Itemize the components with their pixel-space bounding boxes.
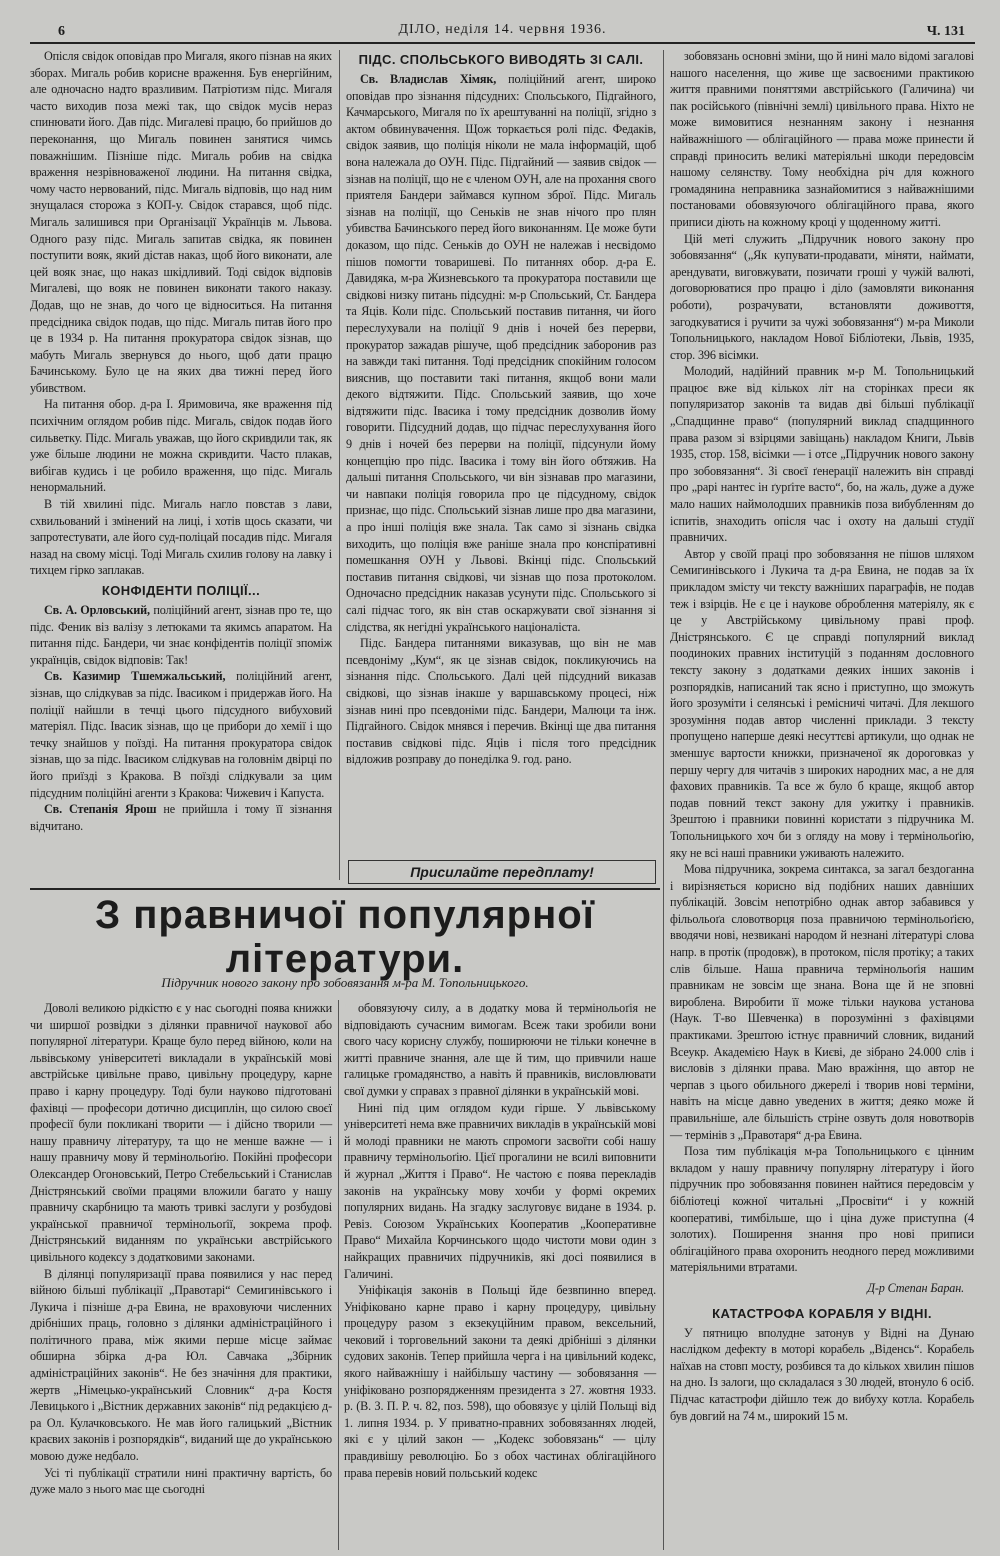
paragraph <box>670 546 974 861</box>
paragraph <box>670 231 974 364</box>
paragraph-text: На питання обор. д-ра І. Яримовича, яке враження під психічним оглядом робив підс. Мигаль, свідок подав його сильветку. Підс. Мигаль уважав, що його скривдили так, як уже більше людини не можна скривдити. Часто плакав, вибігав кудись і це робило враження, що підс. Мигаль ненормальний. <box>30 397 332 495</box>
author-signature: Д-р Степан Баран. <box>867 1280 964 1295</box>
paragraph-text: Нині під цим оглядом куди гірше. У львівському університеті нема вже правничих викладів в українській мові й молоді правники не мають спромоги засвоїти собі нашу правничу термінольоґію. Цієї прогалини не всилі виповнити й журнал „Життя і Право“. Не частою є поява перекладів законів на українську мову хочби у формі окремих популярних видань. На згадку заслуговує видане в 1934. р. Ревіз. Союзом Українських Кооператив „Кооперативне Право“ Михайла Корчинського щодо чистоти мови один з найкращих правничих підручників, які досі появилися в Галичині. <box>344 1100 656 1281</box>
paragraph-text: Усі ті публікації стратили нині практичну вартість, бо дуже мало з нього має ще сьогодні <box>30 1465 332 1497</box>
paragraph <box>670 363 974 546</box>
paragraph-text: Автор у своїй праці про зобовязання не пішов шляхом Семигинівського і Лукича та д-ра Евина, не подав за їх прикладом змісту чи тексту важніших параграфів, не подав теж і взірців. Не є це і наукове оброблення матеріялу, як є це у Австрійському цивільному праві проф. Дністрянського. Є це справді популярний виклад поодиноких правних інституцій з поданням дословного тексту закону з додатками деяких інших законів і розпорядків, написаний так ясно і приступно, що зможуть його зрозуміти і селянські і ремісничі читачі. Для лекшого зрозуміння подав автор численні приклади. З тексту пропущено наперше деякі несуттєві артикули, що однак не зменшує вартости книжки, призначеної як дороговказ у першу чергу для читачів з широких народних мас, а не для фахових правників. Та все ж було б краще, якщоб автор подав повний текст закону для ужитку і правників. Зрештою і правники повинні користати з підручника М. Топольницького хоч би з огляду на мову і термінольоґію, яку не всі наші правники уживають належито. <box>670 546 974 860</box>
page-header <box>30 22 975 42</box>
paragraph <box>30 1000 332 1266</box>
paragraph <box>344 1282 656 1481</box>
paragraph <box>30 602 332 668</box>
witness-name: Св. А. Орловський, <box>44 603 150 617</box>
paragraph <box>346 71 656 635</box>
section-rule <box>30 888 660 890</box>
headline-line: літератури. <box>225 937 465 981</box>
paragraph <box>344 1100 656 1283</box>
section-heading: КАТАСТРОФА КОРАБЛЯ У ВІДНІ. <box>712 1305 932 1321</box>
subscribe-banner: Присилайте передплату! <box>348 860 656 884</box>
paragraph <box>344 1000 656 1100</box>
issue-number: Ч. 131 <box>926 24 965 39</box>
section-heading: ПІДС. СПОЛЬСЬКОГО ВИВОДЯТЬ ЗІ САЛІ. <box>358 52 644 67</box>
paragraph <box>30 668 332 801</box>
article-subtitle: Підручник нового закону про зобовязання м-ра М. Топольницького. <box>161 975 529 990</box>
paragraph-text: Уніфікація законів в Польщі йде безвпинно вперед. Уніфіковано карне право і карну процедуру, цивільну процедуру разом з екзекуційним правом, вексельний, чековий і торговельний закони та деякі дрібніші з ділянки судових законів. Тепер прийшла черга і на цивільний кодекс, якого найважнішу і найбільшу частину — зобовязання — уніфіковано розпорядженням президента з 27. жовтня 1933. р. (В. З. П. Р. ч. 82, поз. 598), що обовязує у цілій Польщі від 1. липня 1934. р. У приватно-правних зобовязаннях людей, які є у цілий закон — „Кодекс зобовязань“ — цілу правдивішу революцію. Бо з обох частинах облігаційного права перевів новий польський кодекс <box>344 1283 656 1480</box>
paragraph <box>670 1143 974 1276</box>
paragraph-text: Підс. Бандера питаннями виказував, що він не мав псевдоніму „Кум“, як це зізнав свідок, покликуючись на зізнання підс. Спольського. Далі цей підсудний виказав свідкові, що зізнав інакше у варшавському процесі, ніж зізнав нині про псевдоніми підс. Бандери, Малюци та інж. Підгайного. Свідок мнявся і перечив. Вкінці ще два питання поставив свідкові підс. Яців і після того предсідник відложив розправу до понеділка 9. год. рано. <box>346 636 656 767</box>
paragraph <box>30 48 332 396</box>
witness-name: Св. Владислав Хімяк, <box>360 72 497 86</box>
paragraph-text: обовязуючу силу, а в додатку мова й термінольоґія не відповідають сучасним вимогам. Всеж таки зробили вони свого часу корисну службу, поширюючи не тільки конечне в житті правниче знання, але ще й тим, що привчили наше галицьке громадянство, а навіть й правників, висловлювати свої думки у справах з правної ділянки в українській мові. <box>344 1001 656 1098</box>
article-headline <box>30 893 660 981</box>
paragraph-text: В ділянці популяризації права появилися у нас перед війною більші публікації „Правотарі“ Семигинівського і Лукича і пізніше д-ра Евина, не враховуючи численних дрібніших праць, головно з ділянки адміністраційного і політичного права, між якими перше місце займає обширна збірка д-ра Юл. Савчака „Збірник адміністраційних законів“. Не без значіння для практики, жертв „Німецько-український Словник“ д-ра Костя Левицького і „Вістник державних законів“ під редакцією д-ра Ол. Кулачковського. Не мав його галицький „Вістник краєвих законів і розпорядків“, виданий ще до українською мовою дуже недбало. <box>30 1266 332 1464</box>
paragraph-text: не прийшла і тому її зізнання відчитано. <box>30 802 332 833</box>
paragraph-text: Мова підручника, зокрема синтакса, за загал бездоганна і вирізняється корисно від подібних наших давніших публікацій. Зовсім непотрібно однак автор забавився у фільольоґа словотворця поза правничою термінольоґією, вводячи нові, незвикані народом й незнані літературі слова напр. в протік (продовж), в протоком, після протіку; а таких слів більше. Наша правнича термінольоґія нашим правникам не зовсім ще знана. Вона ще й не зповні вироблена. Виробити її може тільки наукова установа (Наук. Т-во Шевченка) в порозумінні з фахівцями практиками. Зрештою істнує правничий словник, виданий Всеукр. Академією Наук в Києві, де зібрано 24.000 слів і висловів з ділянки права. Маю вражіння, що автор не черпав з цього обильного джерелі і творив нові терміни, навіть на місце давно уведених в життя; деяко може й правильніше, але більшість стріне озвуть доля новотворів — термінів з „Правотаря“ д-ра Евина. <box>670 862 974 1142</box>
header-rule <box>30 42 975 44</box>
column-divider <box>663 50 664 1550</box>
paragraph <box>670 861 974 1143</box>
witness-name: Св. Казимир Тшемжальський, <box>44 669 226 684</box>
paragraph <box>30 1465 332 1498</box>
page-number: 6 <box>58 24 65 39</box>
paragraph <box>30 396 332 496</box>
column-trial-left <box>30 48 332 834</box>
column-trial-right <box>346 48 656 768</box>
column-article-right <box>670 48 974 1424</box>
column-divider <box>339 50 340 880</box>
paragraph <box>30 1266 332 1465</box>
headline-line: З правничої популярної <box>95 893 595 937</box>
section-heading: КОНФІДЕНТИ ПОЛІЦІЇ... <box>101 583 261 598</box>
paragraph-text: поліційний агент, зізнав, що слідкував за підс. Івасиком і придержав його. На поліції найшли в течці цього підсудного вибуховий матеріял. Підс. Івасик зізнав, що це прибори до хемії і що течку знайшов у поїзді. На питання прокуратора свідок зізнав, що за підс. Івасиком слідкував на головнім двірці по його приїзді з Кракова. В поїзді слідкували за цим підсудним поліційні агенти з Кракова: Чижевич і Капуста. <box>30 669 332 800</box>
paragraph-text: зобовязань основні зміни, що й нині мало відомі загалові нашого населення, що живе ще засвоєними практикою життя правними поняттями австрійського (Галичина) чи пак російського (північні землі) цивільного права. Ніхто не може вимовитися незнанням закону і незнання найважнішого — облігаційного — права може принести й справді приносить великі матеріяльні шкоди передовсім нашому селянству. Тому необхідна річ для кожного громадянина неправника зазнайомитися з найважнішими постановами обовязуючого облігаційного права, якого приписи діють на кожному кроці у щоденному житті. <box>670 49 974 229</box>
paragraph-text: Опісля свідок оповідав про Мигаля, якого пізнав на яких зборах. Мигаль робив корисне враження. Був енергійним, але одночасно надто вразливим. Патріотизм підс. Мигаля часто виходив поза межі так, що свідок мусів нераз спинювати його. Дав підс. Мигалеві працю, бо прийшов до переконання, що Мигаль повинен занятися чимсь поважнішим. Пізніше підс. Мигаль робив на свідка враження незрівноваженої людини. На питання свідка, чому часто нервований, підс. Мигаль відповів, що над ним знущалася сторожа з КОП-у. Свідок старався, щоб підс. Мигаль залишився при Організації Українців м. Львова. Одного разу підс. Мигаль запитав свідка, як повинен поступити вояк, який дістав наказ, щоб його виконати, але цей вояк знає, що наказ шкідливий. Тоді свідок відповів Мигалеві, що вояк не повинен виконати такого наказу. Додав, що не знав, до чого це відноситься. На питання предсідника свідок подав, що підс. Мигаль питав його про це в 1934 р. На питання прокуратора свідок зізнав, що мабуть Мигаль звернувся до нього, щоб дати працю Бачинському. Було це на яких два тижні перед його убивством. <box>30 49 332 395</box>
column-article-middle <box>344 1000 656 1481</box>
paragraph-text: Поза тим публікація м-ра Топольницького є цінним вкладом у нашу правничу популярну літературу і його підручник про зобовязання повинен найтися передовсім у бібліотеці кожної читальні „Просвіти“ і у кожній кооперативі, тимбільше, що і ціна дуже приступна (4 золотих). Поширення знання про нові приписи облігаційного права охоронить неодного перед можливими матеріяльними втратами. <box>670 1144 974 1275</box>
paragraph-text: Молодий, надійний правник м-р М. Топольницький працює вже від кількох літ на сторінках преси як популяризатор законів та видав дві більші публікації „Спадщинне право“ (популярний виклад спадщинного права разом зі взірцями завіщань) накладом Книги, Львів 1935, стор. 158, вісімки — і отсе „Підручник нового закону про зобовязання“. Зі своєї ґенерації належить він справді про „рарі нантес ін ґурґіте васто“, бо, на жаль, дуже а дуже мало наших наймолодших правників поза вибубленням до іспитів, знаходить опісля час і охоту на дальші студії правничих. <box>670 364 974 545</box>
newspaper-masthead: ДІЛО, неділя 14. червня 1936. <box>398 22 607 37</box>
paragraph-text: Цій меті служить „Підручник нового закону про зобовязання“ („Як купувати-продавати, міняти, наймати, арендувати, виговжувати, позичати гроші у чужій валюті, договорюватися про працю і діло (замовляти виконання роботи), розрачувати, встановляти доживоття, загодкуватися і ручити за чужі зобовязання“) м-ра Миколи Топольницького, накладом Нової Бібліотеки, Львів, 1935, стор. 396 вісімки. <box>670 231 974 362</box>
paragraph <box>670 1325 974 1425</box>
paragraph <box>670 48 974 231</box>
paragraph-text: Доволі великою рідкістю є у нас сьогодні поява книжки чи ширшої розвідки з ділянки правничої наукової або популярної літератури. Краще було перед війною, коли на львівському університеті викладали в українській мові австрійське цивільне право, цивільну процедуру, карне право і карну процедуру. Тоді були науково підготовані фахівці — професори дотично дисциплін, що силою своєї професії були покликані творити — і дійсно творили — нашу правничу літературу, та що не менше важне — і нашу правничу мову й термінольоґію. Покійні професори Олександер Огоновський, Петро Стебельський і Станислав Дністрянський своїми працями вложили багато у нашу правничу скарбницю та мають тривкі заслуги у розбудові української правничої термінольоґії, зокрема проф. Дністрянський виданням по українськи австрійського цивільного кодексу з додатковими законами. <box>30 1001 332 1264</box>
paragraph-text: В тій хвилині підс. Мигаль нагло повстав з лави, схвильований і змінений на лиці, і хотів щось сказати, чи запротестувати, але його суд-поліцай посадив підс. Мигаля назад на свому місці. Тоді Мигаль схилив голову на лавку і тихцем гірко заплакав. <box>30 497 332 578</box>
paragraph-text: У пятницю вполудне затонув у Відні на Дунаю наслідком дефекту в моторі корабель „Віденсь“. Корабель наїхав на стовп мосту, розбився та до кількох хвилин пішов на дно. Із залоги, що складалася з 30 людей, втонуло 6 осіб. Підчас катастрофи дійшло теж до вибуху котла. Корабель був довгий на 74 м., широкий 15 м. <box>670 1325 974 1423</box>
paragraph-text: поліційний агент, широко оповідав про зізнання підсудних: Спольського, Підгайного, Качмарського, Мигаля по їх арештуванні на поліції, згідно з актом обвинувачення. Щож торкається ролі підс. Федаків, свідок заявив, що поліція ніколи не мала інформацій, щоб вона належала до ОУН. Підс. Підгайний — заявив свідок — зізнав на поліції, що не є членом ОУН, але на прохання свого приятеля Бандери займався купном зброї. Підс. Мигаль зізнав на поліції, що Сеньків не знав нічого про плян убивства Бачинського перед його виконанням. Це може бути доказом, що підс. Сеньків до ОУН не належав і несвідомо пішов помогти товаришеві. По питаннях обор. д-ра Е. Давидяка, м-ра Жизневського та прокуратора поставили ще свідкові низку питань підсудні: м-р Спольський, Ст. Бандера та Яців. Коли підс. Спольський поставив питання, чи його переслухували на поліції 9 днів і ночей без перерви, прокуратор зажадав рішуче, щоб предсідник заборонив раз на завжди такі питання. Тоді предсідник спокійним голосом вияснив, що поставити такі питання, якщоб вони мали декого відтяжити. Підс. Спольський заявив, що хоче відтяжити підс. Івасика і тому предсідник дозволив йому говорити. Підсудний додав, що підчас переслухування його 9 днів і ночей без перерви на поліції, підсунули йому концепцію про підс. Івасика і тому він його обтяжив. На дальші питання Спольського, чи він зізнавав про магазини, чи навпаки поліція говорила про це підсудному, свідок признає, що підс. Спольський зізнав лише про два магазини, а про інші поліція вже знала. Так само зі зізнань свідка виходить, що поліція вже раніше знала про конспіративні помешкання ОУН у Львові. Вкінці підс. Спольський поставив питання свідкові, чи зізнав що поза протоколом. Одночасно предсідник наказав усунути підс. Спольського зі салі підчас того, як він став оскаржувати свої зізнання зі слідства, як негідні українського націоналіста. <box>346 72 656 634</box>
paragraph <box>30 801 332 834</box>
paragraph-text: поліційний агент, зізнав про те, що підс. Феник віз валізу з летюками та якимсь апаратом. На питання підс. Бандери, чи знає конфідентів поліції зпоміж українців, свідок відповів: Так! <box>30 603 332 667</box>
witness-name: Св. Степанія Ярош <box>44 802 157 817</box>
paragraph <box>346 635 656 768</box>
column-divider <box>338 1000 339 1550</box>
paragraph <box>30 496 332 579</box>
column-article-left <box>30 1000 332 1498</box>
